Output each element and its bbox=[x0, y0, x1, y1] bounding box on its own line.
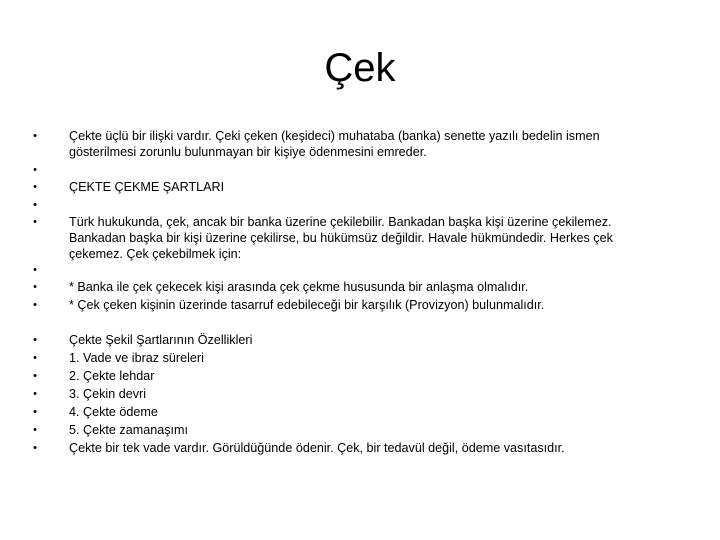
bullet-icon: • bbox=[33, 199, 37, 211]
bullet-icon: • bbox=[33, 181, 37, 193]
list-item-text: Çekte üçlü bir ilişki vardır. Çeki çeken (keşideci) muhataba (banka) senette yazılı bedelin ismen gösterilmesi zorunlu bulunmayan bir kişiye ödenmesini emreder. bbox=[69, 129, 600, 159]
list-item-text: * Çek çeken kişinin üzerinde tasarruf edebileceği bir karşılık (Provizyon) bulunmalıdır. bbox=[69, 298, 545, 312]
bullet-icon: • bbox=[33, 424, 37, 436]
bullet-icon: • bbox=[33, 388, 37, 400]
list-item-text: Türk hukukunda, çek, ancak bir banka üzerine çekilebilir. Bankadan başka kişi üzerine çekilemez. Bankadan başka bir kişi üzerine çekilirse, bu hükümsüz değildir. Havale hükmündedir. Herkes çek çekemez. Çek çekebilmek için: bbox=[69, 215, 613, 261]
slide-title: Çek bbox=[324, 46, 396, 90]
bullet-icon: • bbox=[33, 370, 37, 382]
bullet-icon: • bbox=[33, 130, 37, 142]
list-item-text: 3. Çekin devri bbox=[69, 387, 146, 401]
bullet-icon: • bbox=[33, 442, 37, 454]
bullet-icon: • bbox=[33, 299, 37, 311]
bullet-icon: • bbox=[33, 216, 37, 228]
list-item-text: * Banka ile çek çekecek kişi arasında çek çekme hususunda bir anlaşma olmalıdır. bbox=[69, 280, 529, 294]
bullet-icon: • bbox=[33, 334, 37, 346]
list-item-text: 5. Çekte zamanaşımı bbox=[69, 423, 188, 437]
list-item-text: Çekte Şekil Şartlarının Özellikleri bbox=[69, 333, 253, 347]
bullet-icon: • bbox=[33, 164, 37, 176]
bullet-icon: • bbox=[33, 281, 37, 293]
list-item-text: 2. Çekte lehdar bbox=[69, 369, 155, 383]
bullet-icon: • bbox=[33, 264, 37, 276]
list-item-text: 4. Çekte ödeme bbox=[69, 405, 158, 419]
list-item-text: Çekte bir tek vade vardır. Görüldüğünde ödenir. Çek, bir tedavül değil, ödeme vasıtasıdır. bbox=[69, 441, 565, 455]
list-item-text: ÇEKTE ÇEKME ŞARTLARI bbox=[69, 180, 225, 194]
list-item-text: 1. Vade ve ibraz süreleri bbox=[69, 351, 204, 365]
bullet-icon: • bbox=[33, 406, 37, 418]
bullet-icon: • bbox=[33, 352, 37, 364]
